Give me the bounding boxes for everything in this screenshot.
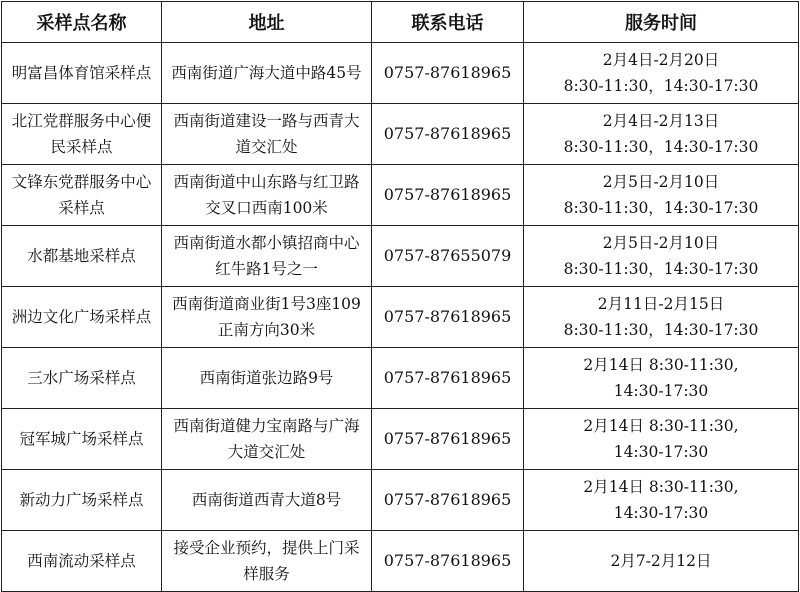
table-body [2,43,799,592]
header-name: 采样点名称 [2,2,162,43]
phone-text: 0757-87618965 [383,490,512,509]
phone-text: 0757-87618965 [383,63,512,82]
service-hours-line-1: 2月5日-2月10日 [602,234,720,252]
service-hours-line-1: 2月4日-2月20日 [602,51,720,69]
service-hours-line-2: 8:30-11:30，14:30-17:30 [563,199,759,217]
address-cell [162,409,372,470]
address-text: 西南街道广海大道中路45号 [171,64,362,82]
site-name-cell [2,165,162,226]
table-row [2,226,799,287]
address-cell [162,165,372,226]
phone-text: 0757-87618965 [383,185,512,204]
address-text: 西南街道水都小镇招商中心红牛路1号之一 [173,234,360,278]
phone-text: 0757-87618965 [383,124,512,143]
address-cell [162,531,372,592]
service-hours-line-1: 2月14日 8:30-11:30, [583,417,739,435]
phone-text: 0757-87655079 [383,246,512,265]
table-row [2,531,799,592]
service-hours-line-2: 14:30-17:30 [613,504,709,522]
address-text: 西南街道西青大道8号 [191,491,342,509]
site-name-cell [2,104,162,165]
service-hours-cell [524,104,799,165]
table-header [2,2,799,43]
address-text: 西南街道张边路9号 [199,369,334,387]
header-address: 地址 [162,2,372,43]
header-phone: 联系电话 [372,2,524,43]
service-hours-line-1: 2月14日 8:30-11:30, [583,356,739,374]
site-name-text: 新动力广场采样点 [19,491,144,509]
service-hours-cell [524,531,799,592]
sampling-sites-table [1,1,799,592]
phone-cell [372,531,524,592]
phone-cell [372,43,524,104]
service-hours-cell [524,226,799,287]
address-text: 西南街道商业街1号3座109正南方向30米 [172,295,361,339]
site-name-text: 西南流动采样点 [27,552,136,570]
address-cell [162,43,372,104]
service-hours-line-2: 8:30-11:30，14:30-17:30 [563,138,759,156]
site-name-text: 洲边文化广场采样点 [11,308,152,326]
address-cell [162,226,372,287]
phone-cell [372,470,524,531]
service-hours-cell [524,348,799,409]
site-name-cell [2,470,162,531]
address-cell [162,104,372,165]
address-cell [162,470,372,531]
service-hours-line-1: 2月4日-2月13日 [602,112,720,130]
header-row [2,2,799,43]
phone-text: 0757-87618965 [383,429,512,448]
site-name-cell [2,409,162,470]
phone-text: 0757-87618965 [383,307,512,326]
phone-cell [372,287,524,348]
site-name-text: 北江党群服务中心便民采样点 [11,112,152,156]
address-text: 西南街道建设一路与西青大道交汇处 [173,112,360,156]
table-row [2,165,799,226]
service-hours-line-2: 8:30-11:30，14:30-17:30 [563,77,759,95]
service-hours-cell [524,165,799,226]
site-name-text: 三水广场采样点 [27,369,136,387]
address-text: 西南街道健力宝南路与广海大道交汇处 [173,417,360,461]
site-name-cell [2,43,162,104]
service-hours-line-2: 14:30-17:30 [613,443,709,461]
phone-cell [372,104,524,165]
address-cell [162,287,372,348]
site-name-cell [2,226,162,287]
phone-cell [372,409,524,470]
service-hours-line-1: 2月14日 8:30-11:30, [583,478,739,496]
service-hours-cell [524,409,799,470]
site-name-cell [2,531,162,592]
phone-text: 0757-87618965 [383,368,512,387]
site-name-cell [2,287,162,348]
site-name-text: 明富昌体育馆采样点 [11,64,152,82]
service-hours-cell [524,43,799,104]
address-cell [162,348,372,409]
site-name-text: 冠军城广场采样点 [19,430,144,448]
service-hours-line-2: 14:30-17:30 [613,382,709,400]
site-name-cell [2,348,162,409]
table-row [2,409,799,470]
phone-cell [372,226,524,287]
phone-cell [372,165,524,226]
address-text: 接受企业预约，提供上门采样服务 [173,539,360,583]
table-row [2,104,799,165]
service-hours-line-2: 8:30-11:30，14:30-17:30 [563,321,759,339]
service-hours-cell [524,470,799,531]
site-name-text: 水都基地采样点 [27,247,136,265]
table-row [2,43,799,104]
table-row [2,348,799,409]
service-hours-cell [524,287,799,348]
phone-cell [372,348,524,409]
table-row [2,470,799,531]
address-text: 西南街道中山东路与红卫路交叉口西南100米 [173,173,360,217]
service-hours-line-1: 2月11日-2月15日 [597,295,725,313]
site-name-text: 文锋东党群服务中心采样点 [11,173,152,217]
phone-text: 0757-87618965 [383,551,512,570]
service-hours-line-1: 2月7-2月12日 [610,552,712,570]
table-row [2,287,799,348]
header-hours: 服务时间 [524,2,799,43]
service-hours-line-1: 2月5日-2月10日 [602,173,720,191]
service-hours-line-2: 8:30-11:30，14:30-17:30 [563,260,759,278]
